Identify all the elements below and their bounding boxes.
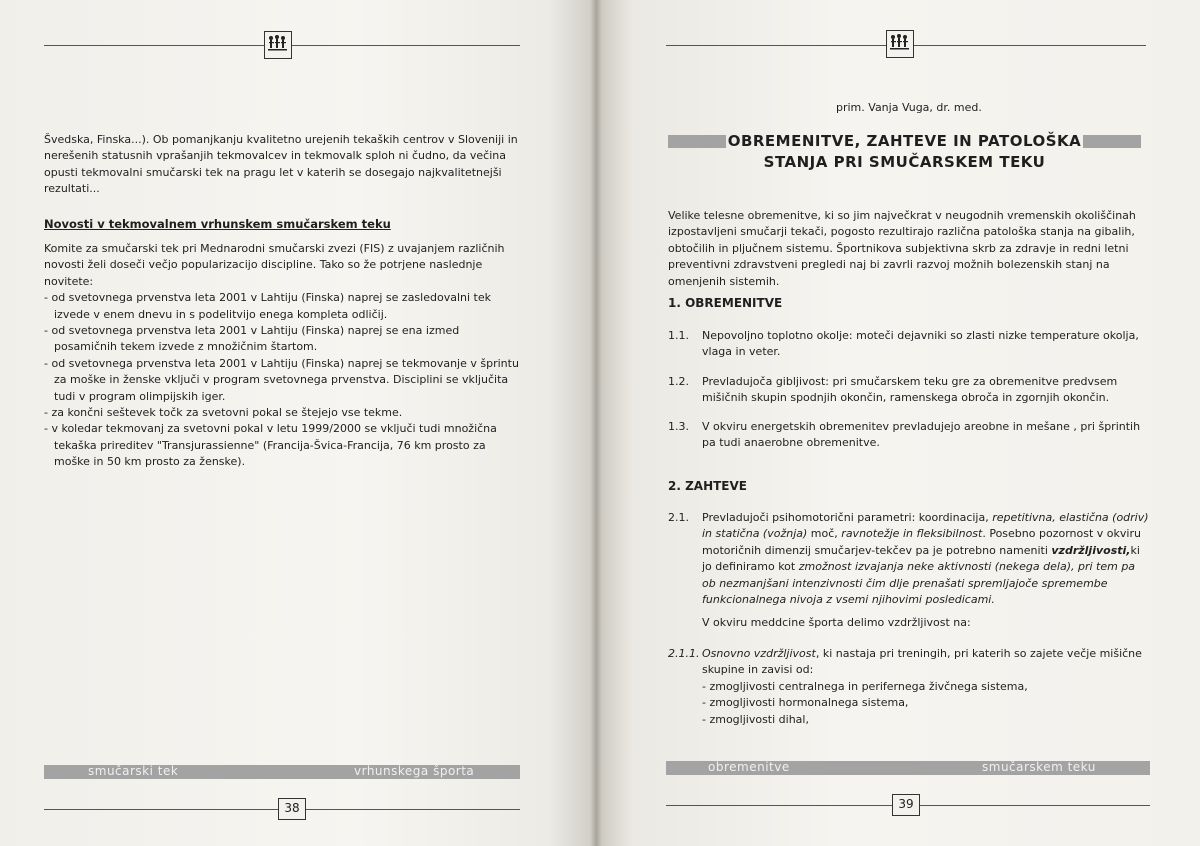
item-number: 1.3. <box>668 420 689 433</box>
title-line-2: STANJA PRI SMUČARSKEM TEKU <box>763 153 1046 171</box>
footer-bar <box>666 761 1150 775</box>
sublist-item: - zmogljivosti hormonalnega sistema, <box>702 696 909 710</box>
sublist-item: - zmogljivosti dihal, <box>702 712 809 726</box>
article-title <box>668 132 1141 174</box>
list-item <box>668 328 1149 362</box>
item-text: Nepovoljno toplotno okolje: moteči dejavniki so zlasti nizke temperature okolja, vlaga in veter. <box>702 329 1139 359</box>
section-paragraph: Komite za smučarski tek pri Mednarodni smučarski zvezi (FIS) z uvajanjem različnih novosti želi doseči večjo popularizacijo discipline. Tako so že potrjene naslednje novitete: <box>44 242 505 288</box>
sublist-item: - zmogljivosti centralnega in perifernega živčnega sistema, <box>702 679 1028 693</box>
item-number: 2.1.1. <box>668 647 700 660</box>
list-item <box>668 510 1149 610</box>
footer-right-label: vrhunskega športa <box>354 764 475 778</box>
item-text: Prevladujoči psihomotorični parametri: koordinacija, repetitivna, elastična (odriv) in statična (vožnja) moč, ravnotežje in fleksibilnost. Posebno pozornost v okviru motoričnih dimenzij smučarjev-tekčev pa je potrebno nameniti vzdržljivosti,ki jo definiramo kot zmožnost izvajanja neke aktivnosti (nekega dela), pri tem pa ob nezmanjšani intenzivnosti čim dlje prenašati spremljajoče spremembe funkcionalnega nivoja z vsemi njihovimi posledicami. <box>702 511 1149 607</box>
section-heading: Novosti v tekmovalnem vrhunskem smučarskem teku <box>44 217 391 231</box>
zahteve-paragraph: V okviru meddcine športa delimo vzdržljivost na: <box>702 616 971 629</box>
section-obremenitve-heading: 1. OBREMENITVE <box>668 296 783 310</box>
item-text: Prevladujoča gibljivost: pri smučarskem teku gre za obremenitve predvsem mišičnih skupin spodnjih okončin, ramenskega obroča in zgornjih okončin. <box>702 375 1118 405</box>
list-item: - od svetovnega prvenstva leta 2001 v Lahtiju (Finska) naprej se tekmovanje v šprintu za moške in ženske vključi v program svetovnega prvenstva. Disciplini se vključita tudi v program olimpijskih iger. <box>44 356 519 403</box>
list-item: - od svetovnega prvenstva leta 2001 v Lahtiju (Finska) naprej se zasledovalni tek izvede v enem dnevu in s podelitvijo enega kompleta odličij. <box>44 291 491 321</box>
footer-rule-right <box>306 809 520 810</box>
footer-rule-left <box>666 805 892 806</box>
header-rule-left <box>666 45 886 46</box>
page-number: 39 <box>892 794 920 816</box>
header-rule-right <box>292 45 520 46</box>
skiers-logo-icon <box>886 30 914 58</box>
section-body <box>44 241 522 471</box>
header-rule-left <box>44 45 264 46</box>
item-text: Osnovno vzdržljivost, ki nastaja pri treningih, pri katerih so zajete večje mišične skupine in zavisi od: - zmogljivosti centralnega in perifernega živčnega sistema, - zmogljivosti hormonalnega sistema, - zmogljivosti dihal, <box>702 647 1142 726</box>
footer-left-label: smučarski tek <box>88 764 179 778</box>
footer-rule-left <box>44 809 278 810</box>
list-item <box>668 646 1149 736</box>
list-item: - za končni seštevek točk za svetovni pokal se štejejo vse tekme. <box>44 406 403 420</box>
title-line-1: OBREMENITVE, ZAHTEVE IN PATOLOŠKA <box>727 132 1082 150</box>
list-item: - v koledar tekmovanj za svetovni pokal v letu 1999/2000 se vključi tudi množična tekaška prireditev "Transjurassienne" (Francija-Švica-Francija, 76 km prosto za moške in 50 km prosto za ženske). <box>44 422 497 469</box>
left-page <box>0 0 596 846</box>
item-text: V okviru energetskih obremenitev prevladujejo areobne in mešane , pri šprintih pa tudi anaerobne obremenitve. <box>702 420 1141 450</box>
item-number: 2.1. <box>668 511 689 524</box>
book-gutter <box>590 0 602 846</box>
section-zahteve-heading: 2. ZAHTEVE <box>668 479 747 493</box>
skiers-logo-icon <box>264 31 292 59</box>
footer-right-label: smučarskem teku <box>982 760 1096 774</box>
footer-left-label: obremenitve <box>708 760 790 774</box>
footer-bar <box>44 765 520 779</box>
item-number: 1.2. <box>668 375 689 388</box>
list-item: - od svetovnega prvenstva leta 2001 v Lahtiju (Finska) naprej se ena izmed posamičnih tekem izvede z množičnim štartom. <box>44 324 460 354</box>
item-number: 1.1. <box>668 329 689 342</box>
list-item <box>668 419 1149 453</box>
header-rule-right <box>914 45 1146 46</box>
author-name: prim. Vanja Vuga, dr. med. <box>836 101 982 114</box>
page-number: 38 <box>278 798 306 820</box>
article-intro: Velike telesne obremenitve, ki so jim največkrat v neugodnih vremenskih okoliščinah izpostavljeni smučarji tekači, pogosto rezultirajo različna patološka stanja na gibalih, obtočilih in pljučnem sistemu. Športnikova subjektivna skrb za zdravje in redni letni preventivni zdravstveni pregledi naj bi zavrli razvoj možnih bolezenskih stanj na omenjenih sistemih. <box>668 209 1136 288</box>
intro-paragraph: Švedska, Finska...). Ob pomanjkanju kvalitetno urejenih tekaških centrov v Sloveniji in nerešenih statusnih vprašanjih tekmovalcev in tekmovalk sploh ni čudno, da večina opusti tekmovalni smučarski tek na pragu let v katerih se dosegajo najkvalitetnejši rezultati... <box>44 133 518 196</box>
footer-rule-right <box>920 805 1150 806</box>
list-item <box>668 374 1149 408</box>
